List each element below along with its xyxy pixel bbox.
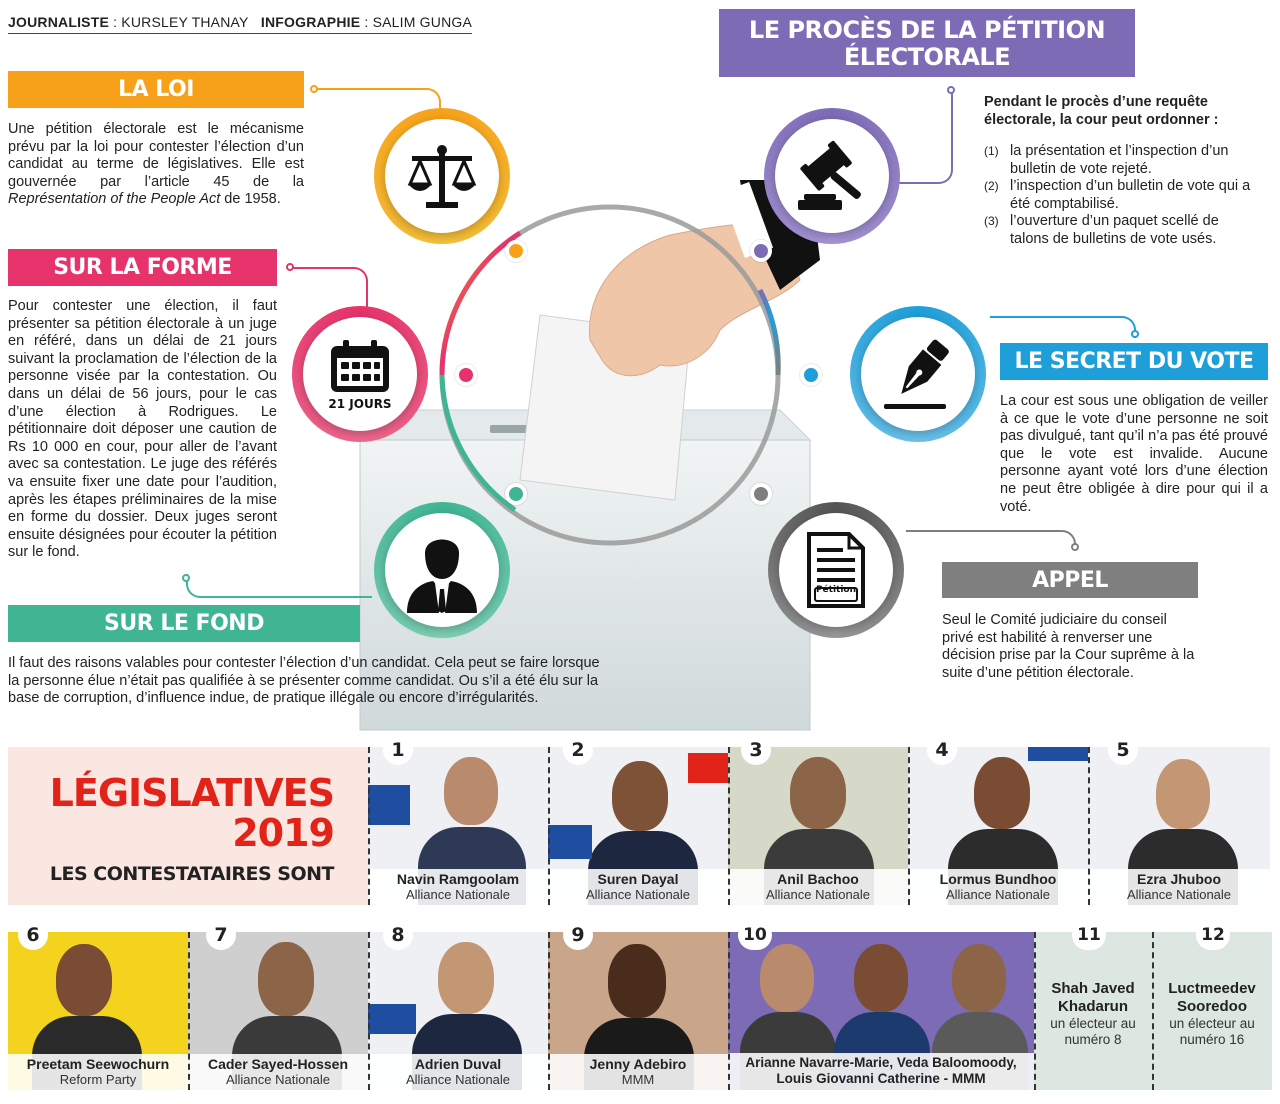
la-loi-text-part1: Une pétition électorale est le mécanisme prévu par la loi pour contester l’élection d’un candidat au terme de législatives. Elle est gouvernée par l’article 45 de la [8, 121, 304, 190]
sur-la-forme-banner [8, 249, 277, 286]
separator [368, 747, 370, 905]
contestataire-card-1 [368, 747, 548, 905]
contestataire-card-9 [548, 932, 728, 1090]
contestataire-name: Preetam Seewochurn [26, 1056, 170, 1072]
contestataire-card-8 [368, 932, 548, 1090]
sur-le-fond-title: SUR LE FOND [104, 611, 264, 636]
contestataire-party: Louis Giovanni Catherine - MMM [776, 1071, 986, 1086]
contestataire-card-5 [1088, 747, 1270, 905]
scales-icon [402, 136, 482, 216]
appel-banner [942, 562, 1198, 598]
appel-title: APPEL [1032, 568, 1108, 593]
contestataire-number: 1 [383, 735, 413, 765]
separator [908, 747, 910, 905]
la-loi-text-italic: Représentation of the People Act [8, 191, 221, 208]
contestataire-party: Alliance Nationale [765, 887, 871, 902]
card-caption [1088, 869, 1270, 905]
journalist-name: KURSLEY THANAY [121, 14, 249, 30]
proces-item-text: l’inspection d’un bulletin de vote qui a été comptabilisé. [1010, 178, 1251, 212]
sur-le-fond-leader [186, 574, 372, 598]
la-loi-title: LA LOI [118, 77, 194, 102]
legislatives-subtitle: LES CONTESTATAIRES SONT [49, 863, 334, 885]
proces-item [984, 213, 1254, 248]
proces-leader [895, 92, 953, 184]
contestataire-number: 7 [206, 920, 236, 950]
sur-la-forme-title: SUR LA FORME [53, 255, 232, 280]
secret-circle [850, 306, 986, 442]
ring-node-proces [750, 240, 772, 262]
ring-node-fond [505, 483, 527, 505]
separator [1152, 932, 1154, 1090]
legislatives-title [50, 773, 334, 853]
sur-la-forme-leader-dot [286, 263, 294, 271]
sur-la-forme-text: Pour contester une élection, il faut présenter sa pétition électorale à un juge en référé, dans un délai de 21 jours suivant la proclamation de l’élection de la personne visée par la contestation. Ou dans un délai de 56 jours, pour le cas d’une élection à Rodrigues. Le pétitionnaire doit déposer une caution de Rs 10 000 en cour, pour aller de l’avant avec sa contestation. Le juge des référés va ensuite fixer une date pour l’audition, après les étapes préliminaires de la mise en forme du dossier. Deux juges seront ensuite désignées pour écouter la pétition sur le fond. [8, 298, 277, 561]
contestataire-party: Alliance Nationale [405, 1072, 511, 1087]
appel-leader [906, 530, 1076, 548]
calendar-icon [329, 338, 391, 394]
proces-item-num: (3) [984, 214, 999, 229]
ring-node-loi [505, 240, 527, 262]
la-loi-banner [8, 71, 304, 108]
contestataire-name: Shah Javed Khadarun [1051, 980, 1135, 1015]
proces-leader-dot [947, 86, 955, 94]
separator [728, 932, 730, 1090]
contestataire-card-11 [1034, 932, 1152, 1090]
contestataire-name: Arianne Navarre-Marie, Veda Baloomoody, [745, 1055, 1017, 1070]
contestataire-party: Alliance Nationale [405, 887, 511, 902]
contestataire-card-10 [728, 932, 1034, 1090]
contestataire-card-12 [1152, 932, 1272, 1090]
proces-intro: Pendant le procès d’une requête électorale, la cour peut ordonner : [984, 94, 1219, 128]
separator [548, 932, 550, 1090]
legislatives-panel [8, 747, 368, 905]
sur-le-fond-text: Il faut des raisons valables pour contester l’élection d’un candidat. Cela peut se faire lorsque la personne élue n’était pas qualifiée à se présenter comme candidat. Ou s’il a été élu sur la base de corruption, d’influence indue, de pratique illégale ou encore d’irrégularités. [8, 655, 600, 707]
contestataire-number: 4 [927, 735, 957, 765]
calendar-label: 21 JOURS [328, 396, 392, 411]
secret-text: La cour est sous une obligation de veiller à ce que le vote d’une personne ne soit pas divulgué, tant qu’il n’a pas été prouvé que le vote est invalide. Aucune personne ayant voté lors d’une élection ne peut être obligée à dire pour qui il a voté. [1000, 393, 1268, 515]
appel-text: Seul le Comité judiciaire du conseil privé est habilité à renverser une décision prise par la Cour suprême à la suite d’une pétition électorale. [942, 612, 1195, 681]
legislatives-title-line1: LÉGISLATIVES [49, 771, 334, 815]
document-label: Pétition [815, 585, 857, 595]
contestataire-number: 12 [1196, 920, 1230, 950]
card-caption [368, 869, 548, 905]
secret-banner [1000, 343, 1268, 380]
contestataire-number: 6 [18, 920, 48, 950]
proces-item [984, 178, 1254, 213]
contestataire-party: Alliance Nationale [945, 887, 1051, 902]
sur-le-fond-leader-dot [182, 574, 190, 582]
contestataire-name: Lormus Bundhoo [939, 871, 1057, 887]
appel-leader-dot [1071, 543, 1079, 551]
contestataire-number: 9 [563, 920, 593, 950]
separator [1088, 747, 1090, 905]
legislatives-title-line2: 2019 [232, 811, 334, 855]
contestataire-name: Navin Ramgoolam [396, 871, 520, 887]
contestataire-card-3 [728, 747, 908, 905]
infographic-name: SALIM GUNGA [372, 14, 473, 30]
contestataire-number: 11 [1072, 920, 1106, 950]
la-loi-leader [316, 88, 441, 108]
journalist-label: JOURNALISTE [8, 14, 109, 30]
separator [188, 932, 190, 1090]
proces-item-text: la présentation et l’inspection d’un bulletin de vote rejeté. [1010, 143, 1229, 177]
proces-item [984, 143, 1254, 178]
contestataire-card-6 [8, 932, 188, 1090]
appel-circle [768, 502, 904, 638]
contestataire-number: 8 [383, 920, 413, 950]
contestataire-card-7 [188, 932, 368, 1090]
separator [548, 747, 550, 905]
secret-title: LE SECRET DU VOTE [1014, 349, 1254, 374]
proces-circle [764, 108, 900, 244]
contestataire-party: Reform Party [59, 1072, 137, 1087]
sur-la-forme-circle [292, 306, 428, 442]
proces-item-num: (1) [984, 144, 999, 158]
sur-le-fond-circle [374, 502, 510, 638]
contestataire-number: 2 [563, 735, 593, 765]
contestataire-name: Ezra Jhuboo [1136, 871, 1221, 887]
contestataire-name: Cader Sayed-Hossen [207, 1056, 349, 1072]
sur-la-forme-leader [292, 267, 368, 307]
document-icon [805, 532, 867, 608]
contestataire-name: Anil Bachoo [777, 871, 859, 887]
card-caption [728, 1053, 1034, 1090]
businessman-icon [405, 527, 479, 613]
proces-title-line1: LE PROCÈS DE LA PÉTITION [748, 16, 1106, 44]
card-caption [188, 1054, 368, 1090]
card-caption [908, 869, 1088, 905]
card-caption [8, 1054, 188, 1090]
la-loi-leader-dot [310, 85, 318, 93]
la-loi-text [8, 121, 304, 209]
contestataire-party: un électeur au numéro 16 [1169, 1016, 1255, 1047]
la-loi-circle [374, 108, 510, 244]
la-loi-text-part2: de 1958. [220, 191, 281, 208]
sur-le-fond-banner [8, 605, 360, 642]
card-caption [548, 869, 728, 905]
separator [728, 747, 730, 905]
infographic-label: INFOGRAPHIE [260, 14, 361, 30]
contestataire-name: Luctmeedev Sooredoo [1168, 980, 1256, 1015]
proces-title-line2: ÉLECTORALE [843, 43, 1011, 71]
contestataire-name: Suren Dayal [597, 871, 679, 887]
proces-banner [719, 9, 1135, 77]
contestataire-name: Adrien Duval [414, 1056, 502, 1072]
gavel-icon [792, 136, 872, 216]
contestataire-number: 10 [738, 920, 772, 950]
card-caption [368, 1054, 548, 1090]
contestataire-number: 3 [741, 735, 771, 765]
contestataire-party: Alliance Nationale [1126, 887, 1232, 902]
contestataire-party: un électeur au numéro 8 [1050, 1016, 1136, 1047]
secret-leader [990, 316, 1136, 338]
credits: JOURNALISTE : KURSLEY THANAY INFOGRAPHIE : SALIM GUNGA [8, 14, 472, 34]
proces-item-num: (2) [984, 179, 999, 194]
contestataire-party: Alliance Nationale [225, 1072, 331, 1087]
contestataire-number: 5 [1108, 735, 1138, 765]
contestataire-card-2 [548, 747, 728, 905]
card-caption [548, 1054, 728, 1090]
separator [368, 932, 370, 1090]
separator [1034, 932, 1036, 1090]
ring-node-secret [800, 364, 822, 386]
contestataire-party: MMM [621, 1072, 655, 1087]
contestataire-card-4 [908, 747, 1088, 905]
card-caption [728, 869, 908, 905]
contestataire-party: Alliance Nationale [585, 887, 691, 902]
ring-node-appel [750, 483, 772, 505]
ring-node-forme [455, 364, 477, 386]
fountain-pen-icon [878, 334, 958, 414]
proces-list [984, 143, 1254, 249]
proces-item-text: l’ouverture d’un paquet scellé de talons de bulletins de vote usés. [1010, 213, 1219, 247]
secret-leader-dot [1131, 330, 1139, 338]
contestataire-name: Jenny Adebiro [589, 1056, 687, 1072]
